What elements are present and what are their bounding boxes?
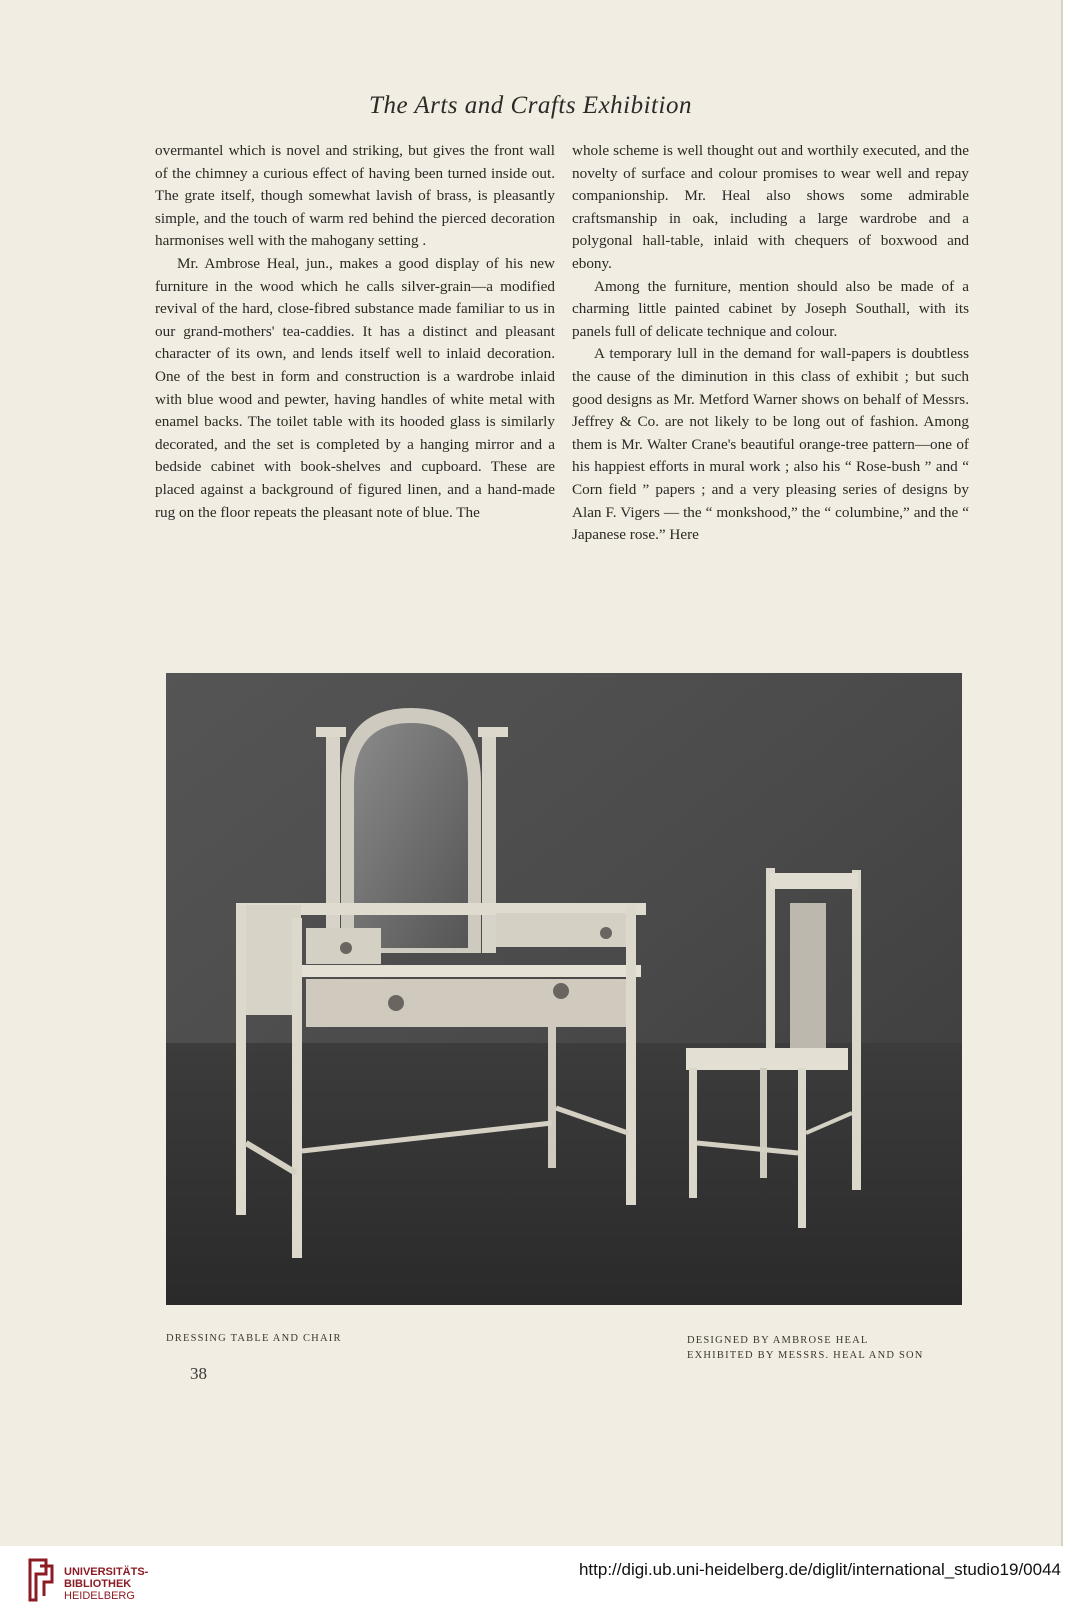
running-head: The Arts and Crafts Exhibition bbox=[369, 92, 692, 119]
caption-left: DRESSING TABLE AND CHAIR bbox=[166, 1333, 342, 1344]
page-number: 38 bbox=[190, 1364, 207, 1383]
caption-right bbox=[687, 1333, 924, 1363]
left-column bbox=[155, 140, 555, 524]
library-logo-icon bbox=[26, 1556, 56, 1604]
library-name bbox=[64, 1566, 148, 1602]
left-paragraph-1: overmantel which is novel and striking, but gives the front wall of the chimney a curious effect of having been turned inside out. The grate itself, though somewhat lavish of brass, is pleasantly simple, and the touch of warm red behind the pierced decoration harmonises well with the mahogany setting . bbox=[155, 142, 555, 250]
library-name-line2: BIBLIOTHEK bbox=[64, 1578, 132, 1590]
caption-designer: DESIGNED BY AMBROSE HEAL bbox=[687, 1335, 869, 1346]
right-paragraph-1: whole scheme is well thought out and worthily executed, and the novelty of surface and colour promises to wear well and repay companionship. Mr. Heal also shows some admirable craftsmanship in oak, including a large wardrobe and a polygonal hall-table, inlaid with chequers of boxwood and ebony. bbox=[572, 142, 969, 272]
photo-plate bbox=[166, 673, 962, 1305]
library-name-line3: HEIDELBERG bbox=[64, 1590, 135, 1602]
source-url-link[interactable]: http://digi.ub.uni-heidelberg.de/diglit/international_studio19/0044 bbox=[578, 1560, 1061, 1579]
caption-exhibitor: EXHIBITED BY MESSRS. HEAL AND SON bbox=[687, 1350, 924, 1361]
right-paragraph-2: Among the furniture, mention should also be made of a charming little painted cabinet by Joseph Southall, with its panels full of delicate technique and colour. bbox=[572, 277, 969, 340]
right-paragraph-3: A temporary lull in the demand for wall-papers is doubtless the cause of the diminution in this class of exhibit ; but such good designs as Mr. Metford Warner shows on behalf of Messrs. Jeffrey & Co. are not likely to be long out of fashion. Among them is Mr. Walter Crane's beautiful orange-tree pattern—one of his happiest efforts in mural work ; also his “ Rose-bush ” and “ Corn field ” papers ; and a very pleasing series of designs by Alan F. Vigers — the “ monkshood,” the “ columbine,” and the “ Japanese rose.” Here bbox=[572, 345, 969, 544]
left-paragraph-2: Mr. Ambrose Heal, jun., makes a good display of his new furniture in the wood which he calls silver-grain—a modified revival of the hard, close-fibred substance made familiar to us in our grand-mothers' tea-caddies. It has a distinct and pleasant character of its own, and lends itself well to inlaid decoration. One of the best in form and construction is a wardrobe inlaid with blue wood and pewter, having handles of white metal with enamel backs. The toilet table with its hooded glass is similarly decorated, and the set is completed by a hanging mirror and a bedside cabinet with book-shelves and cupboard. These are placed against a background of figured linen, and a hand-made rug on the floor repeats the pleasant note of blue. The bbox=[155, 254, 555, 521]
right-column bbox=[572, 140, 969, 547]
footer-bar bbox=[0, 1546, 1073, 1621]
dressing-table-photo bbox=[166, 673, 962, 1305]
library-name-line1: UNIVERSITÄTS- bbox=[64, 1566, 149, 1578]
